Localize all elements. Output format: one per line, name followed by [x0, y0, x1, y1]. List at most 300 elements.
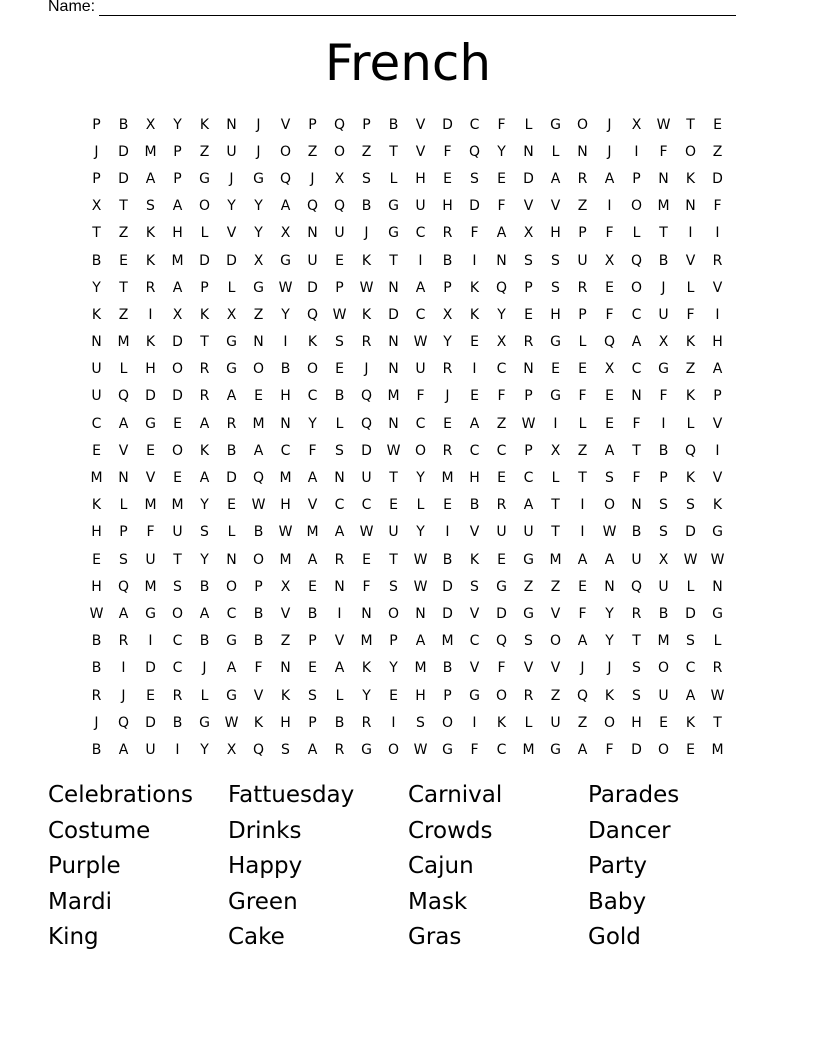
grid-letter: P [524, 442, 533, 459]
grid-row [83, 655, 731, 682]
grid-letter: H [280, 714, 291, 731]
grid-letter: J [445, 388, 450, 405]
grid-letter: T [551, 524, 560, 541]
grid-letter: L [632, 225, 641, 242]
grid-letter: G [442, 741, 453, 758]
grid-letter: M [90, 470, 103, 487]
grid-letter: X [604, 361, 615, 378]
grid-letter: P [119, 524, 128, 541]
grid-letter: I [175, 741, 180, 758]
grid-letter: F [605, 306, 614, 323]
grid-letter: R [523, 334, 534, 351]
grid-letter: E [389, 687, 398, 704]
grid-letter: U [334, 225, 345, 242]
grid-letter: J [256, 143, 261, 160]
grid-letter: U [523, 524, 534, 541]
grid-letter: B [253, 633, 264, 650]
grid-letter: W [359, 279, 374, 296]
grid-letter: G [550, 116, 561, 133]
grid-letter: M [657, 633, 670, 650]
grid-letter: Q [360, 415, 373, 432]
grid-letter: P [578, 306, 587, 323]
grid-letter: G [388, 198, 399, 215]
grid-letter: D [388, 306, 399, 323]
name-field [48, 0, 748, 16]
word-list-item: Party [588, 853, 648, 879]
grid-letter: T [632, 442, 641, 459]
grid-letter: F [416, 388, 425, 405]
grid-letter: G [199, 714, 210, 731]
grid-letter: A [415, 633, 426, 650]
grid-letter: S [146, 198, 155, 215]
grid-letter: U [415, 198, 426, 215]
grid-letter: A [631, 334, 642, 351]
grid-row [83, 519, 731, 546]
grid-letter: E [713, 116, 722, 133]
grid-letter: Q [576, 687, 589, 704]
grid-letter: I [688, 225, 693, 242]
grid-letter: D [226, 470, 237, 487]
grid-letter: O [603, 714, 616, 731]
grid-letter: G [280, 252, 291, 269]
grid-letter: G [199, 170, 210, 187]
grid-letter: F [362, 578, 371, 595]
grid-letter: P [659, 470, 668, 487]
grid-letter: Z [712, 143, 723, 160]
grid-letter: N [118, 470, 129, 487]
grid-letter: G [226, 687, 237, 704]
grid-letter: E [389, 497, 398, 514]
grid-letter: U [658, 578, 669, 595]
grid-letter: X [496, 334, 507, 351]
grid-letter: L [551, 470, 560, 487]
word-list-item: Gras [408, 924, 462, 950]
grid-letter: M [144, 143, 157, 160]
grid-letter: C [631, 361, 642, 378]
grid-letter: K [685, 470, 696, 487]
grid-letter: C [496, 442, 507, 459]
grid-letter: A [118, 741, 129, 758]
grid-letter: T [92, 225, 101, 242]
grid-letter: O [171, 361, 184, 378]
grid-letter: J [607, 660, 612, 677]
grid-letter: K [361, 306, 372, 323]
grid-letter: T [389, 143, 398, 160]
grid-letter: G [523, 551, 534, 568]
grid-letter: K [685, 388, 696, 405]
grid-letter: O [306, 361, 319, 378]
grid-letter: K [712, 497, 723, 514]
grid-letter: E [470, 334, 479, 351]
grid-letter: K [685, 714, 696, 731]
grid-letter: C [496, 741, 507, 758]
grid-letter: P [362, 116, 371, 133]
grid-letter: D [631, 741, 642, 758]
grid-letter: P [254, 578, 263, 595]
grid-letter: K [604, 687, 615, 704]
grid-letter: E [578, 361, 587, 378]
grid-letter: N [712, 578, 723, 595]
grid-letter: V [307, 497, 318, 514]
grid-letter: R [442, 225, 453, 242]
grid-letter: N [604, 578, 615, 595]
grid-letter: B [199, 633, 210, 650]
grid-letter: Y [173, 116, 182, 133]
grid-row [83, 165, 731, 192]
grid-letter: X [442, 306, 453, 323]
grid-letter: H [631, 714, 642, 731]
grid-letter: E [92, 551, 101, 568]
grid-letter: O [198, 198, 211, 215]
grid-letter: I [472, 361, 477, 378]
grid-row [83, 573, 731, 600]
grid-letter: B [469, 497, 480, 514]
grid-letter: M [711, 741, 724, 758]
grid-letter: N [226, 116, 237, 133]
grid-letter: R [496, 497, 507, 514]
grid-letter: L [686, 578, 695, 595]
word-list [48, 778, 768, 956]
grid-letter: B [442, 252, 453, 269]
grid-letter: U [307, 252, 318, 269]
grid-letter: K [199, 442, 210, 459]
grid-letter: X [91, 198, 102, 215]
grid-letter: N [388, 415, 399, 432]
grid-letter: T [551, 497, 560, 514]
grid-row [83, 628, 731, 655]
grid-letter: U [145, 551, 156, 568]
grid-letter: E [605, 415, 614, 432]
grid-letter: I [418, 252, 423, 269]
grid-letter: M [117, 334, 130, 351]
grid-letter: R [334, 741, 345, 758]
grid-letter: E [443, 415, 452, 432]
grid-letter: J [364, 225, 369, 242]
grid-letter: K [685, 334, 696, 351]
grid-letter: S [281, 741, 290, 758]
grid-letter: R [442, 442, 453, 459]
grid-letter: L [524, 714, 533, 731]
grid-letter: A [199, 605, 210, 622]
grid-letter: G [145, 605, 156, 622]
grid-letter: A [577, 551, 588, 568]
grid-letter: A [172, 279, 183, 296]
grid-letter: F [254, 660, 263, 677]
grid-letter: T [713, 714, 722, 731]
word-list-item: Mardi [48, 888, 112, 915]
grid-letter: V [415, 116, 426, 133]
grid-letter: E [146, 687, 155, 704]
grid-letter: J [607, 143, 612, 160]
grid-letter: H [172, 225, 183, 242]
grid-letter: T [389, 470, 398, 487]
grid-letter: X [523, 225, 534, 242]
grid-letter: V [712, 279, 723, 296]
grid-row [83, 111, 731, 138]
grid-letter: C [469, 116, 480, 133]
grid-letter: F [497, 116, 506, 133]
grid-letter: P [443, 687, 452, 704]
grid-letter: H [415, 687, 426, 704]
grid-letter: Z [118, 306, 129, 323]
grid-letter: S [119, 551, 128, 568]
grid-letter: I [661, 415, 666, 432]
grid-letter: B [388, 116, 399, 133]
grid-letter: F [605, 741, 614, 758]
grid-letter: L [578, 415, 587, 432]
grid-letter: P [173, 143, 182, 160]
grid-letter: C [685, 660, 696, 677]
grid-letter: Z [307, 143, 318, 160]
grid-letter: E [497, 170, 506, 187]
grid-letter: K [469, 551, 480, 568]
grid-letter: R [712, 660, 723, 677]
grid-letter: H [550, 225, 561, 242]
grid-letter: Z [199, 143, 210, 160]
grid-letter: L [416, 497, 425, 514]
grid-letter: L [119, 361, 128, 378]
grid-letter: U [415, 361, 426, 378]
word-search-grid [83, 111, 731, 764]
grid-letter: H [550, 306, 561, 323]
grid-letter: K [469, 279, 480, 296]
grid-letter: X [226, 741, 237, 758]
grid-letter: E [443, 497, 452, 514]
grid-letter: I [148, 633, 153, 650]
grid-letter: P [443, 279, 452, 296]
grid-letter: G [712, 605, 723, 622]
grid-letter: M [360, 633, 373, 650]
grid-letter: K [307, 334, 318, 351]
grid-letter: C [172, 633, 183, 650]
grid-letter: U [226, 143, 237, 160]
grid-letter: I [715, 442, 720, 459]
grid-letter: B [91, 741, 102, 758]
grid-letter: P [335, 279, 344, 296]
grid-letter: H [280, 497, 291, 514]
grid-row [83, 410, 731, 437]
grid-letter: F [497, 388, 506, 405]
grid-letter: R [226, 415, 237, 432]
grid-letter: Z [550, 687, 561, 704]
grid-letter: D [172, 334, 183, 351]
grid-letter: L [524, 116, 533, 133]
grid-letter: I [472, 252, 477, 269]
grid-letter: S [362, 170, 371, 187]
grid-letter: A [469, 415, 480, 432]
grid-letter: X [172, 306, 183, 323]
grid-letter: E [335, 252, 344, 269]
grid-letter: H [280, 388, 291, 405]
grid-letter: F [578, 605, 587, 622]
word-list-item: Mask [408, 888, 468, 915]
grid-letter: X [604, 252, 615, 269]
grid-letter: B [226, 442, 237, 459]
grid-letter: N [253, 334, 264, 351]
grid-letter: Q [306, 198, 319, 215]
grid-letter: D [145, 714, 156, 731]
grid-letter: W [278, 524, 293, 541]
grid-letter: H [469, 470, 480, 487]
grid-letter: E [308, 578, 317, 595]
grid-letter: D [118, 143, 129, 160]
grid-letter: J [202, 660, 207, 677]
word-list-item: Fattuesday [228, 782, 355, 808]
word-list-item: Green [228, 888, 298, 915]
grid-letter: G [523, 605, 534, 622]
grid-letter: E [119, 252, 128, 269]
grid-letter: Y [416, 524, 425, 541]
grid-letter: Q [684, 442, 697, 459]
grid-row [83, 274, 731, 301]
grid-letter: Z [685, 361, 696, 378]
grid-letter: S [470, 170, 479, 187]
grid-row [83, 464, 731, 491]
grid-letter: H [415, 170, 426, 187]
grid-letter: Z [577, 198, 588, 215]
grid-letter: F [659, 388, 668, 405]
grid-letter: M [144, 497, 157, 514]
grid-letter: D [469, 198, 480, 215]
grid-letter: A [307, 741, 318, 758]
word-list-item: Gold [588, 924, 641, 950]
grid-letter: N [307, 225, 318, 242]
grid-letter: G [469, 687, 480, 704]
grid-letter: N [685, 198, 696, 215]
grid-letter: R [712, 252, 723, 269]
grid-letter: N [334, 470, 345, 487]
grid-letter: A [253, 442, 264, 459]
grid-letter: F [659, 143, 668, 160]
grid-letter: N [577, 143, 588, 160]
grid-letter: V [118, 442, 129, 459]
grid-letter: R [334, 551, 345, 568]
grid-letter: U [577, 252, 588, 269]
grid-letter: A [226, 660, 237, 677]
word-list-item: Costume [48, 817, 151, 844]
grid-letter: V [550, 198, 561, 215]
grid-letter: N [280, 415, 291, 432]
grid-letter: M [279, 470, 292, 487]
grid-letter: F [632, 415, 641, 432]
grid-letter: V [415, 143, 426, 160]
grid-letter: U [496, 524, 507, 541]
grid-letter: Y [362, 687, 371, 704]
grid-letter: O [684, 143, 697, 160]
grid-letter: F [470, 741, 479, 758]
grid-letter: V [145, 470, 156, 487]
grid-letter: R [199, 388, 210, 405]
grid-letter: S [200, 524, 209, 541]
grid-letter: O [225, 578, 238, 595]
grid-letter: I [715, 306, 720, 323]
grid-letter: D [118, 170, 129, 187]
grid-letter: X [658, 334, 669, 351]
grid-letter: P [524, 388, 533, 405]
grid-letter: K [91, 306, 102, 323]
grid-letter: Z [523, 578, 534, 595]
grid-letter: I [472, 714, 477, 731]
grid-letter: W [332, 306, 347, 323]
grid-letter: Q [117, 578, 130, 595]
grid-letter: M [279, 551, 292, 568]
grid-letter: I [553, 415, 558, 432]
grid-letter: V [685, 252, 696, 269]
grid-letter: E [605, 388, 614, 405]
grid-letter: L [389, 170, 398, 187]
grid-row [83, 138, 731, 165]
grid-letter: E [443, 170, 452, 187]
grid-letter: V [469, 524, 480, 541]
grid-letter: M [387, 388, 400, 405]
grid-letter: W [413, 551, 428, 568]
grid-letter: V [523, 198, 534, 215]
grid-letter: F [497, 660, 506, 677]
grid-letter: Q [252, 470, 265, 487]
grid-letter: V [550, 605, 561, 622]
grid-row [83, 682, 731, 709]
grid-letter: X [631, 116, 642, 133]
grid-letter: B [199, 578, 210, 595]
grid-letter: O [657, 741, 670, 758]
grid-letter: A [307, 551, 318, 568]
grid-letter: H [442, 198, 453, 215]
grid-letter: W [413, 741, 428, 758]
grid-letter: E [254, 388, 263, 405]
word-list-item: Crowds [408, 817, 493, 844]
grid-letter: P [92, 170, 101, 187]
grid-letter: P [308, 714, 317, 731]
grid-letter: C [334, 497, 345, 514]
grid-letter: H [91, 578, 102, 595]
grid-letter: N [361, 605, 372, 622]
grid-letter: O [387, 741, 400, 758]
grid-letter: H [145, 361, 156, 378]
grid-letter: Q [252, 741, 265, 758]
grid-letter: R [577, 170, 588, 187]
grid-letter: C [361, 497, 372, 514]
grid-letter: K [145, 225, 156, 242]
grid-letter: D [442, 578, 453, 595]
grid-letter: Y [254, 225, 263, 242]
grid-letter: A [199, 470, 210, 487]
grid-letter: A [334, 660, 345, 677]
grid-letter: K [685, 170, 696, 187]
grid-letter: A [118, 415, 129, 432]
grid-letter: U [388, 524, 399, 541]
grid-letter: A [334, 524, 345, 541]
grid-letter: E [470, 388, 479, 405]
grid-letter: I [634, 143, 639, 160]
grid-letter: N [388, 361, 399, 378]
grid-letter: B [361, 198, 372, 215]
grid-letter: N [388, 279, 399, 296]
grid-letter: L [713, 633, 722, 650]
grid-letter: C [469, 442, 480, 459]
grid-letter: M [549, 551, 562, 568]
grid-letter: Y [227, 198, 236, 215]
grid-letter: V [253, 687, 264, 704]
grid-letter: S [524, 633, 533, 650]
grid-letter: J [580, 660, 585, 677]
grid-letter: S [551, 279, 560, 296]
grid-letter: B [442, 551, 453, 568]
grid-letter: L [227, 524, 236, 541]
grid-letter: O [333, 143, 346, 160]
grid-letter: D [172, 388, 183, 405]
grid-letter: M [414, 660, 427, 677]
grid-letter: N [523, 361, 534, 378]
